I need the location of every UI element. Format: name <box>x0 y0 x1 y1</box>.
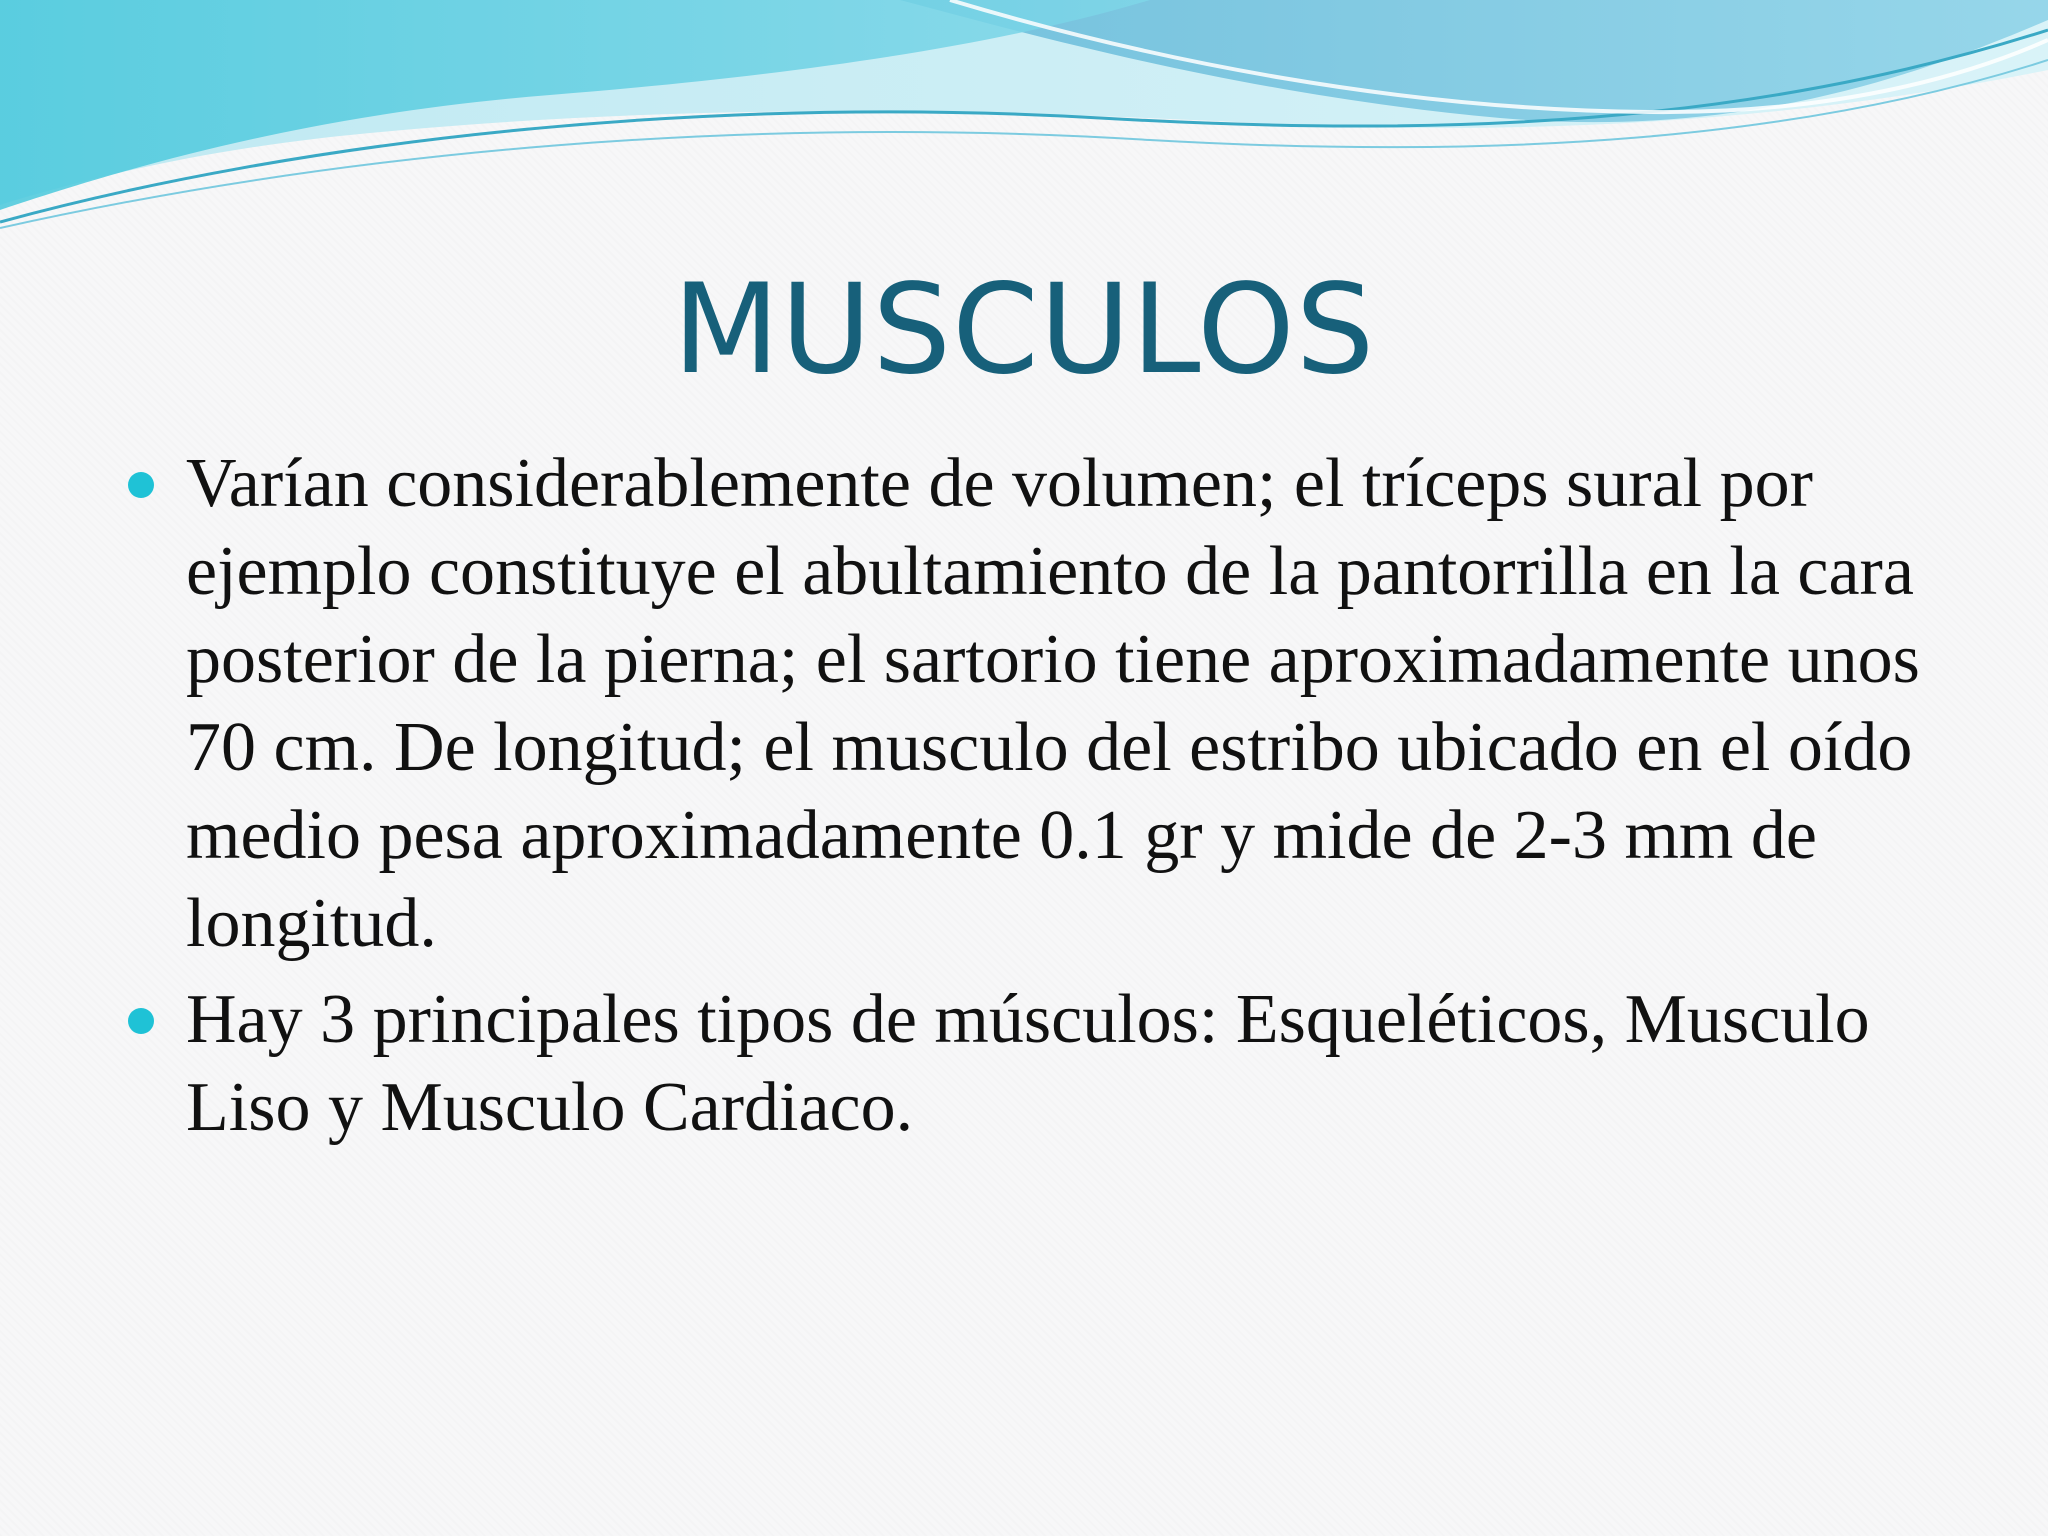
header-wave-decoration <box>0 0 2048 240</box>
bullet-item <box>128 976 1928 1152</box>
bullet-text: Hay 3 principales tipos de músculos: Esqueléticos, Musculo Liso y Musculo Cardiaco. <box>186 981 1870 1146</box>
bullet-item <box>128 440 1928 968</box>
bullet-text: Varían considerablemente de volumen; el tríceps sural por ejemplo constituye el abultamiento de la pantorrilla en la cara posterior de la pierna; el sartorio tiene aproximadamente unos 70 cm. De longitud; el musculo del estribo ubicado en el oído medio pesa aproximadamente 0.1 gr y mide de 2-3 mm de longitud. <box>186 445 1920 962</box>
slide-title: MUSCULOS <box>672 258 1376 402</box>
circle-bullet-icon <box>128 472 154 498</box>
circle-bullet-icon <box>128 1008 154 1034</box>
bullet-list <box>128 440 1928 1160</box>
